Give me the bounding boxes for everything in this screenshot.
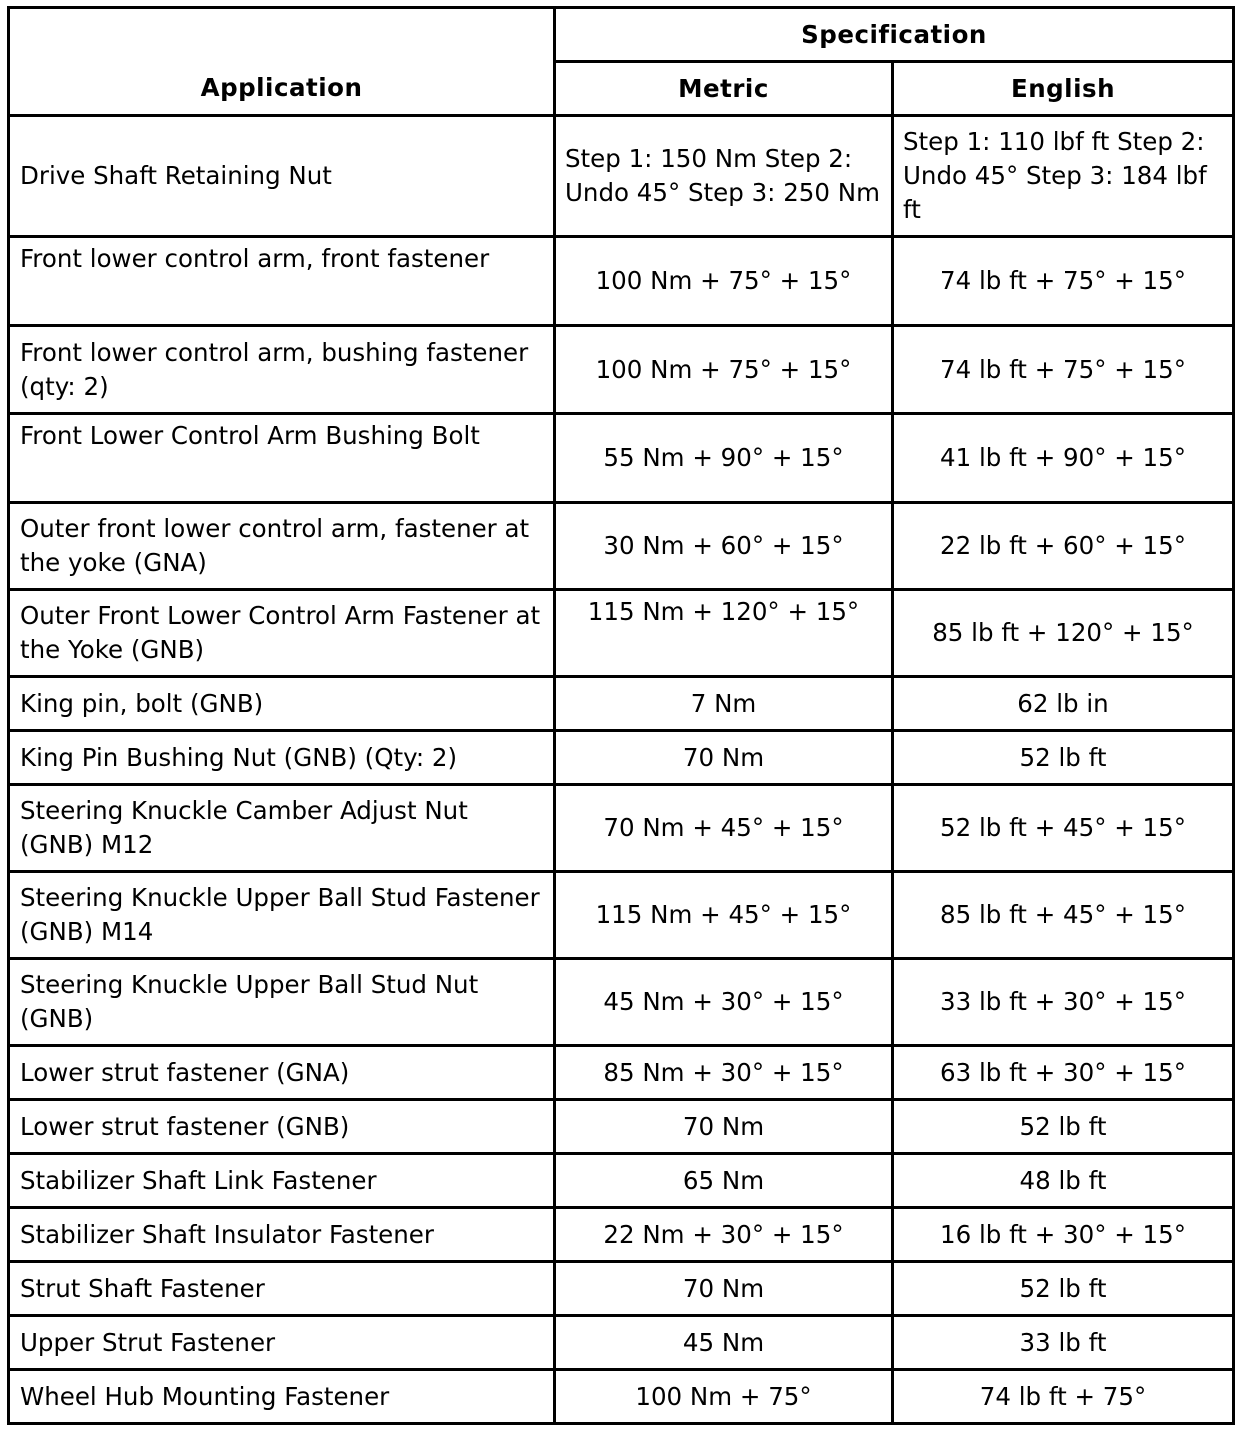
metric-cell: 30 Nm + 60° + 15° [555,503,893,590]
metric-cell: 65 Nm [555,1154,893,1208]
english-cell: 48 lb ft [893,1154,1234,1208]
table-row [9,731,1234,785]
table-row [9,1100,1234,1154]
metric-cell: 115 Nm + 120° + 15° [555,590,893,677]
table-row [9,326,1234,414]
application-cell: Steering Knuckle Camber Adjust Nut (GNB) M12 [9,785,555,872]
metric-cell: 70 Nm [555,1262,893,1316]
table-row [9,590,1234,677]
table-row [9,414,1234,503]
table-row [9,1046,1234,1100]
metric-cell: 100 Nm + 75° [555,1370,893,1424]
metric-cell: 55 Nm + 90° + 15° [555,414,893,503]
application-cell: Steering Knuckle Upper Ball Stud Fastener (GNB) M14 [9,872,555,959]
metric-cell: Step 1: 150 Nm Step 2: Undo 45° Step 3: 250 Nm [555,116,893,237]
table-row [9,237,1234,326]
application-cell: Steering Knuckle Upper Ball Stud Nut (GNB) [9,959,555,1046]
table-row [9,1316,1234,1370]
application-cell: Upper Strut Fastener [9,1316,555,1370]
application-cell: Outer front lower control arm, fastener at the yoke (GNA) [9,503,555,590]
table-row [9,677,1234,731]
english-cell: 52 lb ft + 45° + 15° [893,785,1234,872]
english-cell: 22 lb ft + 60° + 15° [893,503,1234,590]
application-cell: Strut Shaft Fastener [9,1262,555,1316]
metric-cell: 7 Nm [555,677,893,731]
english-cell: 63 lb ft + 30° + 15° [893,1046,1234,1100]
table-row [9,1370,1234,1424]
application-cell: King pin, bolt (GNB) [9,677,555,731]
english-cell: 16 lb ft + 30° + 15° [893,1208,1234,1262]
english-cell: 62 lb in [893,677,1234,731]
torque-spec-table [7,6,1235,1425]
application-cell: Front lower control arm, bushing fastener (qty: 2) [9,326,555,414]
english-cell: 52 lb ft [893,1100,1234,1154]
metric-cell: 85 Nm + 30° + 15° [555,1046,893,1100]
english-cell: 74 lb ft + 75° + 15° [893,326,1234,414]
table-row [9,785,1234,872]
table-row [9,1262,1234,1316]
application-cell: Drive Shaft Retaining Nut [9,116,555,237]
english-cell: 74 lb ft + 75° [893,1370,1234,1424]
table-row [9,959,1234,1046]
metric-cell: 100 Nm + 75° + 15° [555,326,893,414]
english-cell: 85 lb ft + 45° + 15° [893,872,1234,959]
english-cell: 74 lb ft + 75° + 15° [893,237,1234,326]
header-metric: Metric [555,62,893,116]
metric-cell: 70 Nm + 45° + 15° [555,785,893,872]
english-cell: 85 lb ft + 120° + 15° [893,590,1234,677]
metric-cell: 100 Nm + 75° + 15° [555,237,893,326]
application-cell: Front lower control arm, front fastener [9,237,555,326]
application-cell: Wheel Hub Mounting Fastener [9,1370,555,1424]
application-cell: Front Lower Control Arm Bushing Bolt [9,414,555,503]
english-cell: 33 lb ft [893,1316,1234,1370]
metric-cell: 45 Nm [555,1316,893,1370]
application-cell: Outer Front Lower Control Arm Fastener at the Yoke (GNB) [9,590,555,677]
application-cell: Lower strut fastener (GNB) [9,1100,555,1154]
application-cell: King Pin Bushing Nut (GNB) (Qty: 2) [9,731,555,785]
metric-cell: 45 Nm + 30° + 15° [555,959,893,1046]
metric-cell: 70 Nm [555,1100,893,1154]
table-row [9,1208,1234,1262]
application-cell: Lower strut fastener (GNA) [9,1046,555,1100]
header-specification: Specification [555,8,1234,62]
english-cell: 52 lb ft [893,731,1234,785]
english-cell: 52 lb ft [893,1262,1234,1316]
english-cell: 41 lb ft + 90° + 15° [893,414,1234,503]
english-cell: Step 1: 110 lbf ft Step 2: Undo 45° Step 3: 184 lbf ft [893,116,1234,237]
metric-cell: 70 Nm [555,731,893,785]
table-row [9,116,1234,237]
table-row [9,1154,1234,1208]
header-application: Application [9,8,555,116]
table-row [9,872,1234,959]
metric-cell: 115 Nm + 45° + 15° [555,872,893,959]
header-english: English [893,62,1234,116]
table-row [9,503,1234,590]
english-cell: 33 lb ft + 30° + 15° [893,959,1234,1046]
metric-cell: 22 Nm + 30° + 15° [555,1208,893,1262]
application-cell: Stabilizer Shaft Link Fastener [9,1154,555,1208]
application-cell: Stabilizer Shaft Insulator Fastener [9,1208,555,1262]
